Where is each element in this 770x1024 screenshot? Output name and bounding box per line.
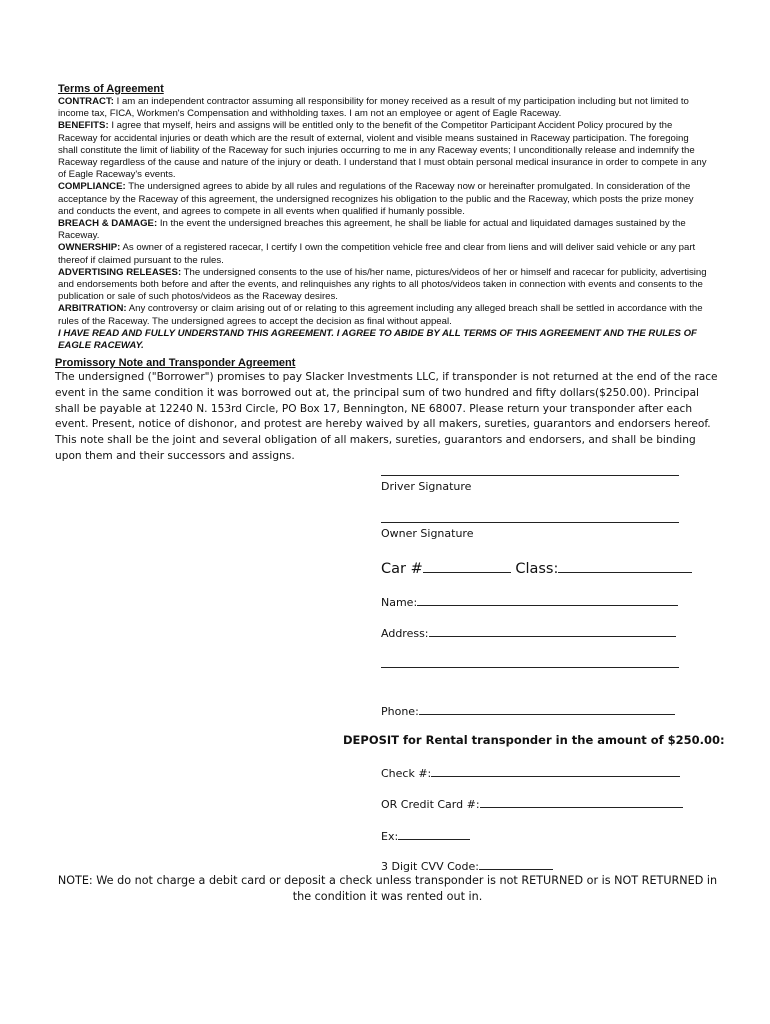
class-field[interactable] <box>558 561 692 573</box>
note-text: NOTE: We do not charge a debit card or deposit a check unless transponder is not RETURNED or is NOT RETURNED in the condition it was rented out in. <box>57 874 718 903</box>
cvv-field[interactable] <box>479 858 553 870</box>
clause-text: The undersigned agrees to abide by all rules and regulations of the Raceway now or hereinafter promulgated. In consideration of the acceptance by the Raceway of this agreement, the undersigned recognizes his obligation to the public and the Raceway, which posts the prize money and conducts the event, and agrees to compete in all events when qualified if humanly possible. <box>58 181 694 217</box>
clause-text: Any controversy or claim arising out of or relating to this agreement including any alleged breach shall be settled in accordance with the rules of the Raceway. The undersigned agrees to accept the decision as final without appeal. <box>58 303 703 327</box>
driver-signature-line[interactable] <box>381 475 679 476</box>
driver-signature-label: Driver Signature <box>381 480 472 493</box>
clause-text: The undersigned consents to the use of his/her name, pictures/videos of her or himself and racecar for publicity, advertising and endorsements both before and after the events, and relinquishes any rights to all photos/videos taken in connection with events and consents to the publication or sale of such photos/videos as the Raceway desires. <box>58 266 707 303</box>
phone-label: Phone: <box>381 705 419 718</box>
expiration-row <box>381 828 470 844</box>
address-label: Address: <box>381 627 429 640</box>
ownership-clause <box>58 242 708 266</box>
clause-heading: ARBITRATION: <box>58 303 127 315</box>
promissory-note <box>55 356 720 465</box>
arbitration-clause <box>58 303 708 327</box>
promissory-title: Promissory Note and Transponder Agreement <box>55 357 296 369</box>
clause-heading: COMPLIANCE: <box>58 181 126 193</box>
check-row <box>381 765 680 781</box>
expiration-field[interactable] <box>398 828 470 840</box>
clause-heading: OWNERSHIP: <box>58 242 121 254</box>
clause-text: I am an independent contractor assuming all responsibility for money received as a result of my participation including but not limited to income tax, FICA, Workmen's Compensation and withholding taxes. I am not an employee or agent of Eagle Raceway. <box>58 96 689 120</box>
name-label: Name: <box>381 596 418 609</box>
clause-heading: ADVERTISING RELEASES: <box>58 266 182 278</box>
name-field[interactable] <box>417 594 678 606</box>
clause-heading: BREACH & DAMAGE: <box>58 218 158 230</box>
clause-text: I agree that myself, heirs and assigns will be entitled only to the benefit of the Competitor Participant Accident Policy procured by the Raceway for accidental injuries or death which are the result of external, violent and visible means sustained in Raceway participation. The foregoing shall constitute the limit of liability of the Raceway for such injuries occurring to me in any Raceway events; I unconditionally release and indemnify the Raceway regardless of the cause and nature of the injury or death. I understand that I must obtain personal medical insurance in order to compete in any of Eagle Raceway's events. <box>58 120 707 181</box>
expiration-label: Ex: <box>381 830 399 843</box>
credit-card-row <box>381 796 683 812</box>
advertising-releases-clause <box>58 267 708 304</box>
credit-card-field[interactable] <box>480 796 683 808</box>
terms-title: Terms of Agreement <box>58 83 164 95</box>
contract-clause <box>58 96 708 120</box>
clause-heading: BENEFITS: <box>58 120 109 132</box>
clause-text: In the event the undersigned breaches this agreement, he shall be liable for actual and liquidated damages sustained by the Raceway. <box>58 218 686 242</box>
car-number-label: Car # <box>381 561 423 577</box>
cvv-label: 3 Digit CVV Code: <box>381 860 479 873</box>
breach-damage-clause <box>58 218 708 242</box>
car-number-field[interactable] <box>423 561 511 573</box>
address-line-2[interactable] <box>381 667 679 668</box>
terms-of-agreement <box>58 82 708 352</box>
phone-row <box>381 703 675 719</box>
address-row <box>381 625 676 641</box>
owner-signature-label: Owner Signature <box>381 527 474 540</box>
credit-card-label: OR Credit Card #: <box>381 798 480 811</box>
clause-text: As owner of a registered racecar, I certify I own the competition vehicle free and clear from liens and will deliver said vehicle or any part thereof if claimed pursuant to the rules. <box>58 242 696 266</box>
deposit-heading: DEPOSIT for Rental transponder in the amount of $250.00: <box>343 733 725 747</box>
final-statement: I HAVE READ AND FULLY UNDERSTAND THIS AGREEMENT. I AGREE TO ABIDE BY ALL TERMS OF THIS AGREEMENT AND THE RULES OF EAGLE RACEWAY. <box>58 327 697 352</box>
promissory-body: The undersigned ("Borrower") promises to pay Slacker Investments LLC, if transponder is not returned at the end of the race event in the same condition it was borrowed out at, the principal sum of two hundred and fifty dollars($250.00). Principal shall be payable at 12240 N. 153rd Circle, PO Box 17, Bennington, NE 68007. Please return your transponder after each event. Present, notice of dishonor, and protest are hereby waived by all makers, sureties, guarantors and endorsers hereof. This note shall be the joint and several obligation of all makers, sureties, guarantors and endorsers, and shall be binding upon them and their successors and assigns. <box>55 371 718 462</box>
class-label: Class: <box>515 561 559 577</box>
benefits-clause <box>58 120 708 181</box>
check-number-field[interactable] <box>431 765 680 777</box>
check-label: Check #: <box>381 767 432 780</box>
car-class-row <box>381 560 692 578</box>
clause-heading: CONTRACT: <box>58 96 114 107</box>
compliance-clause <box>58 181 708 218</box>
cvv-row <box>381 858 553 874</box>
phone-field[interactable] <box>419 703 675 715</box>
name-row <box>381 594 678 610</box>
address-field[interactable] <box>429 625 676 637</box>
owner-signature-line[interactable] <box>381 522 679 523</box>
